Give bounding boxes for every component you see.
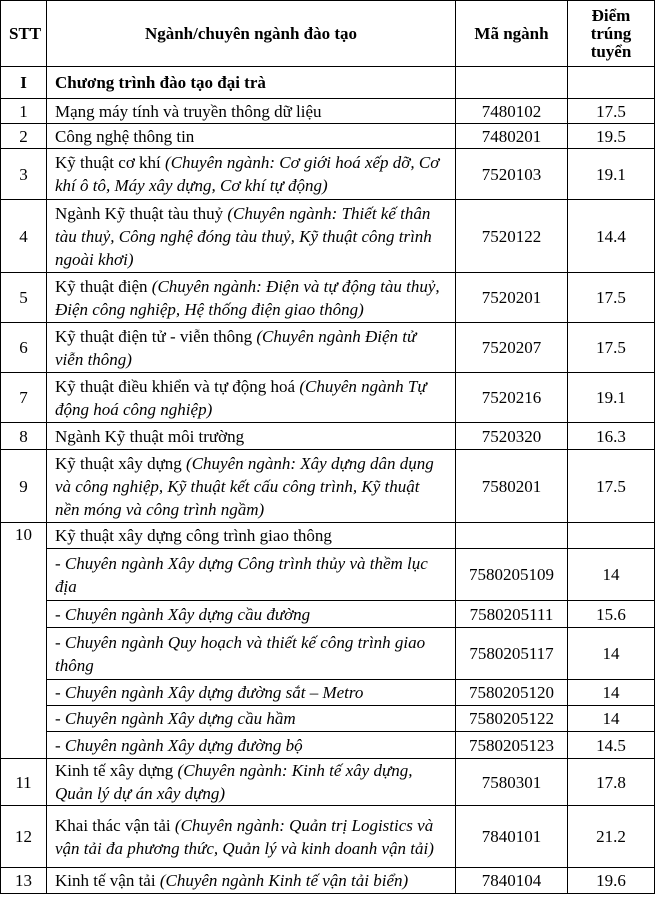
row-ma-nganh: 7520201 bbox=[456, 273, 568, 323]
sub-diem: 14 bbox=[568, 628, 655, 680]
table-row bbox=[1, 99, 655, 124]
row-ma-nganh: 7840101 bbox=[456, 806, 568, 868]
row-diem: 17.8 bbox=[568, 759, 655, 806]
sub-ma-nganh: 7580205120 bbox=[456, 680, 568, 706]
sub-diem: 14 bbox=[568, 549, 655, 601]
sub-row bbox=[1, 706, 655, 732]
sub-row bbox=[1, 549, 655, 601]
row-nganh bbox=[47, 323, 456, 373]
row-nganh-main: Mạng máy tính và truyền thông dữ liệu bbox=[55, 101, 322, 121]
row-nganh-chuyen-nganh: (Chuyên ngành Điện tử viễn thông) bbox=[55, 326, 417, 369]
row-nganh-main: Kinh tế xây dựng bbox=[55, 761, 178, 780]
row-stt: 12 bbox=[1, 806, 47, 868]
sub-chuyen-nganh: - Chuyên ngành Xây dựng Công trình thủy và thềm lục địa bbox=[47, 549, 456, 601]
row-nganh bbox=[47, 423, 456, 450]
row-stt: 8 bbox=[1, 423, 47, 450]
row-nganh bbox=[47, 806, 456, 868]
sub-ma-nganh: 7580205123 bbox=[456, 732, 568, 759]
row-nganh bbox=[47, 373, 456, 423]
table-row bbox=[1, 450, 655, 523]
row-nganh bbox=[47, 273, 456, 323]
row-nganh bbox=[47, 149, 456, 200]
section-row bbox=[1, 67, 655, 99]
table-row bbox=[1, 868, 655, 894]
row-stt: 13 bbox=[1, 868, 47, 894]
row-ma-nganh: 7480201 bbox=[456, 124, 568, 149]
row-nganh-chuyen-nganh: (Chuyên ngành Kinh tế vận tải biển) bbox=[159, 871, 409, 890]
table-row bbox=[1, 523, 655, 549]
sub-ma-nganh: 7580205111 bbox=[456, 601, 568, 628]
row-nganh bbox=[47, 868, 456, 894]
row-stt: 7 bbox=[1, 373, 47, 423]
row-nganh bbox=[47, 450, 456, 523]
row-nganh-chuyen-nganh: (Chuyên ngành: Cơ giới hoá xếp dỡ, Cơ khí ô tô, Máy xây dựng, Cơ khí tự động) bbox=[55, 153, 440, 195]
row-nganh bbox=[47, 200, 456, 273]
table-row bbox=[1, 149, 655, 200]
row-diem: 19.1 bbox=[568, 373, 655, 423]
row-nganh-chuyen-nganh: (Chuyên ngành: Xây dựng dân dụng và công nghiệp, Kỹ thuật kết cấu công trình, Kỹ thuật nền móng và công trình ngầm) bbox=[55, 453, 434, 519]
row-nganh bbox=[47, 759, 456, 806]
row-ma-nganh: 7520122 bbox=[456, 200, 568, 273]
row-stt: 2 bbox=[1, 124, 47, 149]
row-diem: 21.2 bbox=[568, 806, 655, 868]
row-diem: 17.5 bbox=[568, 273, 655, 323]
row-nganh-chuyen-nganh: (Chuyên ngành Tự động hoá công nghiệp) bbox=[55, 376, 427, 419]
row-nganh-main: Kỹ thuật cơ khí bbox=[55, 153, 166, 172]
row-stt: 6 bbox=[1, 323, 47, 373]
row-stt: 9 bbox=[1, 450, 47, 523]
sub-chuyen-nganh: - Chuyên ngành Xây dựng cầu hầm bbox=[47, 706, 456, 732]
row-nganh-main: Kỹ thuật xây dựng công trình giao thông bbox=[47, 523, 456, 549]
row-stt: 5 bbox=[1, 273, 47, 323]
row-stt: 3 bbox=[1, 149, 47, 200]
header-diem-trung-tuyen: Điểm trúng tuyển bbox=[568, 1, 655, 67]
table-row bbox=[1, 323, 655, 373]
row-diem: 19.6 bbox=[568, 868, 655, 894]
table-header-row bbox=[1, 1, 655, 67]
row-diem: 17.5 bbox=[568, 323, 655, 373]
row-stt: 11 bbox=[1, 759, 47, 806]
row-ma-nganh: 7580301 bbox=[456, 759, 568, 806]
row-ma-nganh bbox=[456, 523, 568, 549]
row-diem: 16.3 bbox=[568, 423, 655, 450]
row-nganh-main: Kinh tế vận tải bbox=[55, 871, 160, 890]
table-row bbox=[1, 373, 655, 423]
row-ma-nganh: 7480102 bbox=[456, 99, 568, 124]
row-diem: 19.5 bbox=[568, 124, 655, 149]
sub-row bbox=[1, 680, 655, 706]
row-nganh-main: Kỹ thuật xây dựng bbox=[55, 453, 187, 473]
table-row bbox=[1, 759, 655, 806]
sub-diem: 14.5 bbox=[568, 732, 655, 759]
row-stt: 10 bbox=[1, 523, 47, 759]
row-ma-nganh: 7520103 bbox=[456, 149, 568, 200]
row-diem: 17.5 bbox=[568, 99, 655, 124]
row-ma-nganh: 7520216 bbox=[456, 373, 568, 423]
sub-ma-nganh: 7580205109 bbox=[456, 549, 568, 601]
section-title: Chương trình đào tạo đại trà bbox=[47, 67, 456, 99]
sub-diem: 14 bbox=[568, 706, 655, 732]
sub-chuyen-nganh: - Chuyên ngành Quy hoạch và thiết kế công trình giao thông bbox=[47, 628, 456, 680]
row-nganh-chuyen-nganh: (Chuyên ngành: Kinh tế xây dựng, Quản lý dự án xây dựng) bbox=[55, 761, 413, 803]
section-empty-diem bbox=[568, 67, 655, 99]
table-row bbox=[1, 273, 655, 323]
row-nganh-main: Kỹ thuật điện tử - viễn thông bbox=[55, 326, 257, 346]
row-nganh bbox=[47, 124, 456, 149]
table-row bbox=[1, 200, 655, 273]
sub-ma-nganh: 7580205117 bbox=[456, 628, 568, 680]
sub-diem: 14 bbox=[568, 680, 655, 706]
table-row bbox=[1, 423, 655, 450]
row-nganh-chuyen-nganh: (Chuyên ngành: Quản trị Logistics và vận tải đa phương thức, Quản lý và kinh doanh vận tải) bbox=[55, 815, 434, 858]
row-ma-nganh: 7520207 bbox=[456, 323, 568, 373]
sub-row bbox=[1, 628, 655, 680]
sub-diem: 15.6 bbox=[568, 601, 655, 628]
sub-chuyen-nganh: - Chuyên ngành Xây dựng đường sắt – Metro bbox=[47, 680, 456, 706]
row-nganh bbox=[47, 99, 456, 124]
section-stt: I bbox=[1, 67, 47, 99]
header-nganh: Ngành/chuyên ngành đào tạo bbox=[47, 1, 456, 67]
row-nganh-main: Ngành Kỹ thuật tàu thuỷ bbox=[55, 203, 228, 223]
sub-chuyen-nganh: - Chuyên ngành Xây dựng cầu đường bbox=[47, 601, 456, 628]
header-stt: STT bbox=[1, 1, 47, 67]
row-ma-nganh: 7840104 bbox=[456, 868, 568, 894]
row-ma-nganh: 7520320 bbox=[456, 423, 568, 450]
row-nganh-main: Ngành Kỹ thuật môi trường bbox=[55, 426, 245, 446]
row-nganh-main: Khai thác vận tải bbox=[55, 815, 175, 835]
row-diem bbox=[568, 523, 655, 549]
header-ma-nganh: Mã ngành bbox=[456, 1, 568, 67]
sub-chuyen-nganh: - Chuyên ngành Xây dựng đường bộ bbox=[47, 732, 456, 759]
sub-row bbox=[1, 601, 655, 628]
table-row bbox=[1, 806, 655, 868]
table-row bbox=[1, 124, 655, 149]
row-stt: 1 bbox=[1, 99, 47, 124]
row-nganh-main: Kỹ thuật điện bbox=[55, 276, 152, 296]
sub-ma-nganh: 7580205122 bbox=[456, 706, 568, 732]
row-nganh-main: Kỹ thuật điều khiển và tự động hoá bbox=[55, 376, 300, 396]
row-diem: 14.4 bbox=[568, 200, 655, 273]
row-diem: 17.5 bbox=[568, 450, 655, 523]
row-ma-nganh: 7580201 bbox=[456, 450, 568, 523]
row-stt: 4 bbox=[1, 200, 47, 273]
row-nganh-chuyen-nganh: (Chuyên ngành: Thiết kế thân tàu thuỷ, Công nghệ đóng tàu thuỷ, Kỹ thuật công trình ngoài khơi) bbox=[55, 203, 432, 269]
row-nganh-main: Công nghệ thông tin bbox=[55, 126, 195, 146]
row-diem: 19.1 bbox=[568, 149, 655, 200]
row-nganh-chuyen-nganh: (Chuyên ngành: Điện và tự động tàu thuỷ, Điện công nghiệp, Hệ thống điện giao thông) bbox=[55, 276, 440, 319]
sub-row bbox=[1, 732, 655, 759]
section-empty-ma bbox=[456, 67, 568, 99]
